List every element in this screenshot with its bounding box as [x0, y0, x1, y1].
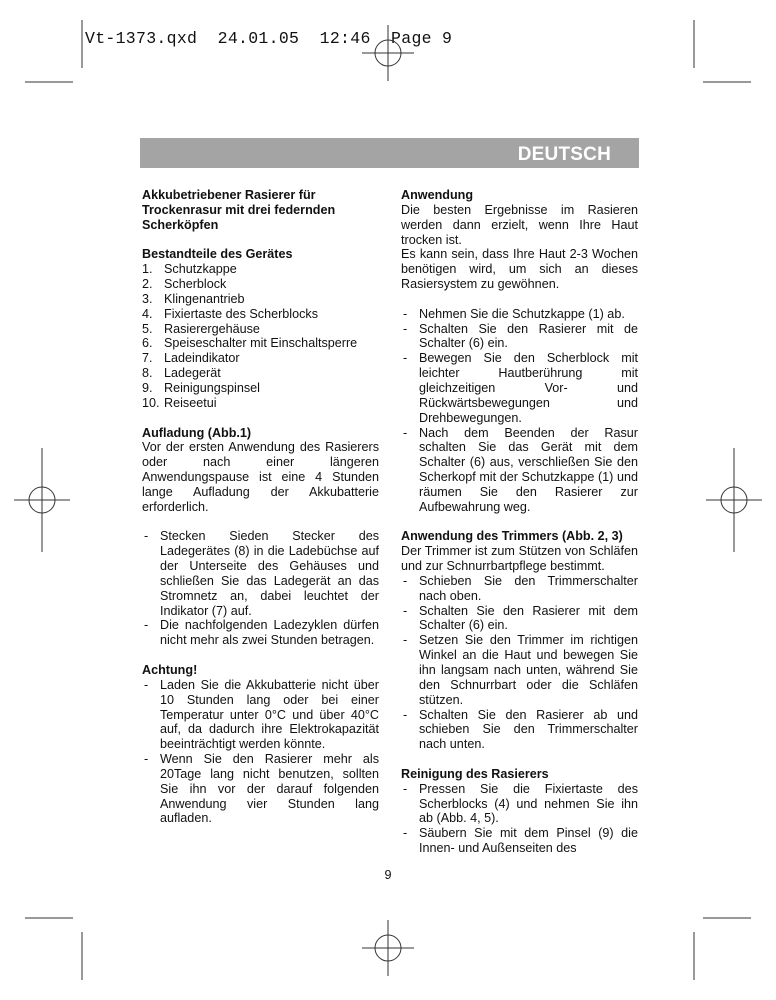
registration-mark-left — [14, 448, 70, 552]
trimmer-list — [401, 574, 638, 752]
list-item: - Schieben Sie den Trimmerschalter nach oben. — [401, 574, 638, 604]
charging-list — [142, 529, 379, 648]
charging-heading: Aufladung (Abb.1) — [142, 425, 252, 440]
cleaning-list — [401, 782, 638, 856]
list-item: 9. Reinigungspinsel — [142, 380, 260, 395]
list-item: 5. Rasierergehäuse — [142, 321, 260, 336]
printer-slug: Vt-1373.qxd 24.01.05 12:46 Page 9 — [85, 29, 453, 48]
list-item: - Wenn Sie den Rasierer mehr als 20Tage lang nicht benutzen, sollten Sie ihn vor der darauf folgenden Anwendung vier Stunden lang aufladen. — [142, 752, 379, 826]
list-item: - Pressen Sie die Fixiertaste des Scherblocks (4) und nehmen Sie ihn ab (Abb. 4, 5). — [401, 782, 638, 827]
parts-list — [142, 262, 379, 410]
list-item: 8. Ladegerät — [142, 366, 221, 381]
list-item: - Nehmen Sie die Schutzkappe (1) ab. — [401, 307, 638, 322]
use-text-2: Es kann sein, dass Ihre Haut 2-3 Wochen benötigen wird, um sich an dieses Rasiersystem zu gewöhnen. — [401, 247, 638, 292]
warning-list — [142, 678, 379, 826]
list-item: - Schalten Sie den Rasierer mit de Schalter (6) ein. — [401, 322, 638, 352]
trimmer-heading: Anwendung des Trimmers (Abb. 2, 3) — [401, 529, 623, 544]
cleaning-heading: Reinigung des Rasierers — [401, 766, 549, 781]
use-list — [401, 307, 638, 515]
registration-mark-right — [706, 448, 762, 552]
list-item: 10. Reiseetui — [142, 395, 217, 410]
list-item: - Laden Sie die Akkubatterie nicht über 10 Stunden lang oder bei einer Temperatur unter 0°C und über 40°C auf, da dadurch ihre Elektrokapazität beeinträchtigt werden könnte. — [142, 678, 379, 752]
list-item: 7. Ladeindikator — [142, 351, 240, 366]
list-item: 4. Fixiertaste des Scherblocks — [142, 306, 318, 321]
list-item: - Bewegen Sie den Scherblock mit leichter Hautberührung mit gleichzeitigen Vor- und Rückwärtsbewegungen und Drehbewegungen. — [401, 351, 638, 425]
list-item: - Säubern Sie mit dem Pinsel (9) die Innen- und Außenseiten des — [401, 826, 638, 856]
charging-text: Vor der ersten Anwendung des Rasierers oder nach einer längeren Anwendungspause ist eine 4 Stunden lange Aufladung der Akkubatterie erforderlich. — [142, 440, 379, 514]
list-item: - Setzen Sie den Trimmer im richtigen Winkel an die Haut und bewegen Sie ihn langsam nach unten, während Sie den Schnurrbart oder die Schläfen stützen. — [401, 633, 638, 707]
list-item: - Stecken Sieden Stecker des Ladegerätes (8) in die Ladebüchse auf der Unterseite des Gehäuses und schließen Sie das Ladegerät an das Stromnetz an, dabei leuchtet der Indikator (7) auf. — [142, 529, 379, 618]
list-item: - Die nachfolgenden Ladezyklen dürfen nicht mehr als zwei Stunden betragen. — [142, 618, 379, 648]
right-column — [401, 188, 638, 856]
list-item: - Schalten Sie den Rasierer ab und schieben Sie den Trimmerschalter nach unten. — [401, 708, 638, 753]
list-item: 6. Speiseschalter mit Einschaltsperre — [142, 336, 358, 351]
registration-mark-top — [362, 25, 414, 81]
left-column — [142, 188, 379, 826]
page-number: 9 — [384, 868, 392, 882]
use-heading: Anwendung — [401, 188, 474, 202]
use-text-1: Die besten Ergebnisse im Rasieren werden dann erzielt, wenn Ihre Haut trocken ist. — [401, 202, 638, 247]
registration-mark-bottom — [362, 920, 414, 976]
list-item: 1. Schutzkappe — [142, 262, 237, 277]
parts-heading: Bestandteile des Gerätes — [142, 247, 293, 262]
list-item: 3. Klingenantrieb — [142, 291, 245, 306]
language-banner — [140, 138, 639, 168]
banner-title: DEUTSCH — [517, 144, 611, 165]
list-item: - Schalten Sie den Rasierer mit dem Schalter (6) ein. — [401, 604, 638, 634]
warning-heading: Achtung! — [142, 663, 198, 677]
trimmer-text: Der Trimmer ist zum Stützen von Schläfen und zur Schnurrbartpflege bestimmt. — [401, 544, 638, 574]
document-title: Akkubetriebener Rasierer für Trockenrasur mit drei federnden Scherköpfen — [142, 188, 336, 232]
list-item: - Nach dem Beenden der Rasur schalten Sie das Gerät mit dem Schalter (6) aus, verschließen Sie den Scherkopf mit der Schutzkappe (1) und räumen Sie den Rasierer zur Aufbewahrung weg. — [401, 426, 638, 515]
list-item: 2. Scherblock — [142, 277, 227, 292]
